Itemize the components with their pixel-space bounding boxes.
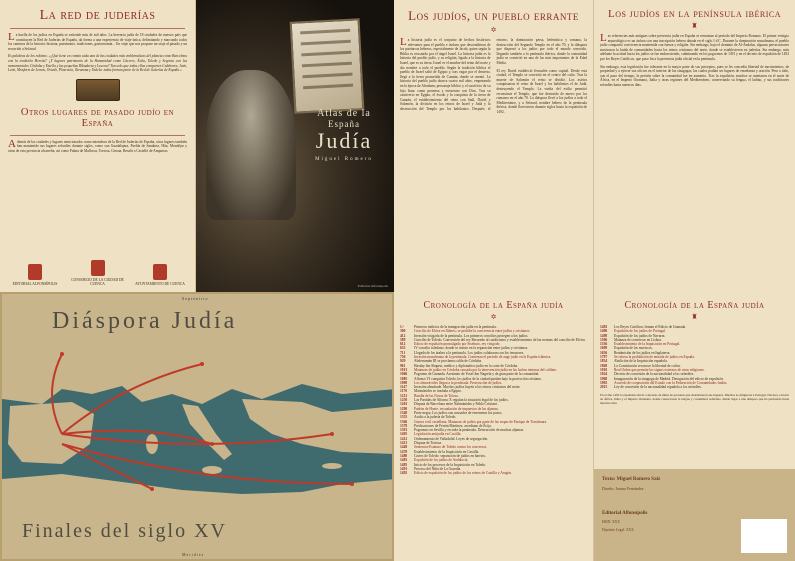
design-credit: Diseño: Juanra Fernández — [602, 486, 644, 491]
chronology-year: 1405 — [400, 432, 408, 437]
chronology-year: 1355 — [400, 415, 408, 420]
chronology-year: 1013 — [400, 367, 408, 372]
chronology-event: Primeros indicios de la inmigración judía en la península. — [414, 325, 497, 329]
chronology-year: 1491 — [400, 466, 408, 471]
chronology-event: La Constitución reconoce la libertad de cultos. — [614, 363, 681, 368]
chronology-year: 1366 — [400, 419, 408, 424]
diaspora-map — [0, 292, 394, 561]
hebrew-inscription-image — [290, 18, 365, 114]
section-text: Además de las ciudades y lugares mencionados como miembros de la Red de Juderías de España, otros lugares también han mantenido sus lugares sefardíes durante siglos, como son Guadalajara, Puebla de Sanabria, Hita, Mondéjar y otras de esta provincia alcarreña, así como Palma de Mallorca, Tortosa, Girona, Besalú o Castelló de Ampurias. — [8, 137, 187, 153]
chronology-event: Matanza de conversos en Lisboa. — [614, 337, 662, 342]
chronology-event: Disputa de Barcelona entre Nahmánides y Pablo Cristiani. — [414, 402, 498, 407]
chronology-year: 2015 — [600, 385, 608, 390]
chronology-event: Abolición de la Inquisición española. — [614, 359, 668, 364]
panel-red-juderias — [0, 0, 196, 292]
chronology-event: Maimónides se traslada a Egipto. — [414, 389, 462, 394]
chronology-list — [600, 325, 789, 389]
chronology-event: Pogromos en Sevilla y en toda la península. Destrucción de muchas aljamas. — [414, 428, 525, 433]
legal-deposit: Depósito Legal: XXX — [602, 528, 634, 532]
chronology-year: 1506 — [600, 337, 608, 342]
island — [146, 434, 158, 454]
north-label: Septentrio — [182, 296, 209, 301]
city-marker — [150, 487, 154, 491]
chronology-year: 1378 — [400, 423, 408, 428]
chronology-event: Se reitera la prohibición de entrada de judíos en España. — [614, 355, 695, 360]
menorah-icon: ✡ — [490, 313, 497, 321]
chronology-event: Los almorávides llegan a la península. Persecución de judíos. — [414, 380, 503, 385]
chronology-year: 1085 — [400, 376, 408, 381]
chronology-event: Acuerdo de cooperación del Estado con la Federación de Comunidades Judías. — [614, 380, 728, 385]
book-cover — [196, 0, 394, 292]
map-title: Diáspora Judía — [52, 308, 238, 334]
cover-title — [296, 108, 392, 162]
cover-line1: Atlas de la — [317, 108, 371, 119]
barcode-area — [741, 519, 787, 553]
panel-cronologia-2 — [594, 292, 795, 561]
chronology-event: Abderramán III se proclama califa de Córdoba. — [414, 359, 482, 364]
logo-ayuntamiento — [131, 264, 189, 286]
south-label: Meridies — [182, 552, 205, 557]
island — [322, 463, 342, 469]
panel-title: Los judíos en la península ibérica — [607, 8, 782, 20]
credits-box — [594, 469, 795, 561]
castle-icon: ♜ — [691, 313, 698, 321]
chronology-year: 1492 — [600, 325, 608, 329]
city-marker — [330, 432, 334, 436]
chronology-year: 612 — [400, 342, 406, 347]
chronology-event: Invasión almohade. Muchos judíos huyen a los reinos cristianos del norte. — [414, 385, 521, 390]
chronology-year: 300 — [400, 329, 406, 334]
chronology-year: 1449 — [400, 445, 408, 450]
chronology-event: Proceso del Niño de La Guardia. — [414, 466, 462, 471]
panel-peninsula-iberica — [594, 0, 795, 292]
chronology-event: Readmisión de los judíos en Inglaterra. — [614, 350, 671, 355]
chronology-year: 1498 — [600, 333, 608, 338]
chronology-event: Inauguración de la sinagoga de Madrid. Derogación del edicto de expulsión. — [614, 376, 724, 381]
chronology-year: 1412 — [400, 436, 408, 441]
chronology-year: 1834 — [600, 359, 608, 364]
body-text-2: El rey David estableció Jerusalén como capital. Desde esta ciudad, el Templo se convirtió en el centro del culto. Tras la muerte de Salomón el reino se dividió. Los asirios conquistaron el reino de Israel y los babilonios el de Judá, destruyendo el Templo. La vuelta del exilio permitió reconstruir el Templo, que fue destruido de nuevo por los romanos en el año 70. La diáspora llevó a los judíos a todo el Mediterráneo, y a Sefarad, nombre hebreo de la península ibérica, donde florecieron durante siglos hasta la expulsión de 1492. — [496, 68, 587, 114]
chronology-event: Concilio de Elvira en Iliberis; se prohíbe la convivencia entre judíos y cristianos. — [414, 329, 531, 334]
chronology-note: En el año 1492 la expulsión afectó a decenas de miles de personas que abandonaron sus hogares. Muchos se dirigieron a Portugal, Navarra, el norte de África, Italia y el Imperio Otomano, donde conservaron la lengua y costumbres sefardíes, dando lugar a una diáspora que ha perdurado hasta nuestros días. — [600, 393, 789, 406]
chronology-event: Edicto de expulsión de los judíos de los reinos de Castilla y Aragón. — [414, 471, 512, 476]
cover-author: Miguel Romero — [315, 157, 373, 162]
chronology-event: Guerra civil castellana. Matanzas de judíos por parte de las tropas de Enrique de Trastámara. — [414, 419, 548, 424]
panel-title: Cronología de la España judía — [423, 300, 564, 311]
chronology-event: Establecimiento de la Inquisición en Portugal. — [614, 342, 681, 347]
chronology-event: Expulsión de los judíos de Andalucía. — [414, 458, 469, 463]
chronology-year: 589 — [400, 337, 406, 342]
chronology-event: Padrón de Huete, recaudación de impuestos de las aljamas. — [414, 406, 499, 411]
chronology-year: 1263 — [400, 402, 408, 407]
chronology-event: Predicaciones de Ferrán Martínez, arcediano de Écija. — [414, 423, 492, 428]
chronology-event: Disputa de Tortosa. — [414, 441, 442, 446]
chronology-event: Invasión visigoda de la península. Los primeros concilios protegen a los judíos. — [414, 333, 529, 338]
chronology-row — [400, 471, 587, 475]
chronology-event: Edicto de expulsión promulgado por Sisebuto, rey visigodo. — [414, 342, 501, 347]
chronology-year: 1536 — [600, 342, 608, 347]
menorah-emblem-icon — [76, 79, 120, 101]
chronology-year: 711 — [400, 350, 406, 355]
tower-logo-icon — [28, 264, 42, 280]
chronology-year: 1992 — [600, 380, 608, 385]
chronology-event: Sentencia-Estatuto de Toledo contra los conversos. — [414, 445, 488, 450]
text-credit: Texto: Miguel Romero Saiz — [602, 477, 661, 482]
section-title: Otros lugares de pasado judío en España — [20, 106, 175, 129]
chronology-event: Alfonso VI conquista Toledo, los judíos de la ciudad quedan bajo la protección cristiana. — [414, 376, 542, 381]
city-marker — [200, 362, 204, 366]
chronology-row — [600, 385, 789, 389]
chronology-year: 1492 — [400, 471, 408, 476]
chronology-event: Los Reyes Católicos firman el Edicto de Granada. — [614, 325, 687, 329]
cover-line3: Judía — [315, 128, 373, 153]
intro-text: La huella de los judíos en España se extiende más de mil años. La herencia judía de 18 ciudades de nuestro país que constituyen la Red de Juderías de España, da forma a una experiencia de viaje única, delimitando y marcando todos los caminos de la historia: historia, patrimonio, tradiciones, gastronomía... Un viaje que nos propone un viaje al pasado y un recorrido a Sefarad. — [8, 31, 187, 51]
chronology-year: 1413 — [400, 441, 408, 446]
logo-alfonsipolis — [6, 264, 64, 286]
logo-label: CONSORCIO DE LA CIUDAD DE CUENCA — [71, 278, 124, 286]
cover-line2: España — [328, 119, 360, 129]
panel-cronologia-1 — [394, 292, 594, 561]
chronology-event: Matanzas de judíos en Córdoba causada por la intervención judía en las luchas internas del califato. — [414, 367, 558, 372]
chronology-event: Decreto de concesión de la nacionalidad a los sefardíes. — [614, 372, 695, 377]
chronology-year: 633 — [400, 346, 406, 351]
chronology-event: Expulsión de los judíos de Navarra. — [614, 333, 666, 338]
two-column-text — [400, 38, 587, 115]
divider — [10, 28, 185, 29]
chronology-event: Peste negra. Los judíos son acusados de envenenar los pozos. — [414, 410, 503, 415]
chronology-list — [400, 325, 587, 475]
chronology-year: 1924 — [600, 372, 608, 377]
chronology-year: 1170 — [400, 389, 407, 394]
map-subtitle: Finales del siglo XV — [22, 520, 227, 542]
panel-title: Los judíos, un pueblo errante — [408, 8, 579, 23]
sponsor-logos — [6, 260, 189, 286]
chronology-event: Cortes de Toledo: separación de judíos en barrios. — [414, 453, 486, 458]
island — [202, 466, 222, 474]
divider — [10, 135, 185, 136]
chronology-year: 1147 — [400, 385, 407, 390]
body-text: Las referencias más antiguas sobre presencia judía en España se remontan al período del Imperio Romano. El primer vestigio arqueológico es un ánfora con una inscripción hebrea datada en el siglo I d.C. Durante la dominación musulmana, el pueblo judío compartió convivencia mantenida con fuerza y religión. Sin embargo, bajo el dominio de Al-Ándalus, algunas persecuciones motivaron la huida de comunidades hacia los reinos cristianos del norte, donde se establecieron en juderías. Sin embargo, más adelante la actitud hacia los judíos se fue endureciendo, culminando en los pogromos de 1391 y en el decreto de expulsión de 1492 por los Reyes Católicos, que puso fin a la presencia judía oficial en la península. — [600, 32, 789, 61]
chronology-year: 1391 — [400, 428, 408, 433]
chronology-year: 1496 — [600, 329, 608, 334]
city-marker — [210, 442, 214, 446]
chronology-event: IV concilio toledano: donde se insiste en la separación entre judíos y cristianos. — [414, 346, 529, 351]
chronology-year: 1656 — [600, 350, 608, 355]
logo-consorcio — [69, 260, 127, 286]
cover-credit: Editorial Alfonsípolis — [357, 284, 388, 288]
menorah-icon: ✡ — [490, 26, 497, 34]
shield-logo-icon — [153, 264, 167, 280]
publisher-name: Editorial Alfonsípolis — [602, 511, 648, 516]
chronology-year: 1290 — [400, 406, 408, 411]
chronology-year: 1090 — [400, 380, 408, 385]
chronology-event: Expulsión de los moriscos. — [614, 346, 653, 351]
castle-icon: ♜ — [691, 22, 698, 30]
chronology-year: 1480 — [400, 453, 408, 458]
chronology-year: 1348 — [400, 410, 408, 415]
chronology-event: Batalla de las Navas de Tolosa. — [414, 393, 459, 398]
chronology-event: Asalto a la judería de Toledo. — [414, 415, 457, 420]
chronology-year: 1968 — [600, 376, 608, 381]
city-marker — [350, 482, 354, 486]
crest-logo-icon — [91, 260, 105, 276]
chronology-event: Legislación antijudía en Castilla. — [414, 432, 462, 437]
chronology-year: 1910 — [600, 367, 608, 372]
chronology-event: Inicio de los procesos de la Inquisición en Toledo. — [414, 462, 487, 467]
panel-title: La red de juderías — [39, 8, 156, 23]
body-text: La historia judía es el conjunto de hechos históricos relevantes para el pueblo e incluso que descendieron de los patriarcas hebreos, especialmente de Jacob, quien según la Biblia es rescatado por el ángel Israel. La historia judía es la historia del pueblo judío, y su religión, ligado a la historia de Israel, que es su tierra. Israel es el nombre del reino del norte y dio nombre a todo el pueblo. Según la tradición bíblica el pueblo de Israel salió de Egipto y, tras vagar por el desierto, llegó a la tierra prometida de Canaán, donde se asentó. La historia del pueblo judío abarca cuatro mil años, empezando en la época de Abraham, personaje bíblico y el sacrificio de su hijo Isaac como promesa y encuentro con Dios. Tras su cautiverio en Egipto, el éxodo y la conquista de la tierra de Canaán, el establecimiento del reino con Saúl, David y Salomón, la división en los reinos de Israel y Judá y la destrucción del Templo por los babilonios. Después, el retorno, la dominación persa, helenística y romana, la destrucción del Segundo Templo en el año 70, y la diáspora que dispersó a los judíos por todo el mundo conocido, llegando también a la península ibérica, donde la comunidad judía se convirtió en una de las más importantes de la Edad Media. — [400, 36, 587, 111]
chronology-year: 1483 — [400, 458, 408, 463]
logo-label: AYUNTAMIENTO DE CUENCA — [135, 282, 185, 286]
chronology-year: 1250 — [400, 398, 408, 403]
chronology-year: 412 — [400, 333, 406, 338]
chronology-year: 1609 — [600, 346, 608, 351]
quote-text: Es palabras de los rabinos: «¿Qué tiene en común cada una de las ciudades más emblemáticas del planeta como Barcelona con la tradición Hervás? ¿Y lugares patrimonio de la Humanidad como Cáceres, Ávila, Toledo y Segovia con las monumentales Córdoba y Estella y las pequeñas Ribadavia y Lucena? Tan solo que todas ellas comparten Calahorra, Jaén, León, Monforte de Lemos, Oviedo, Plasencia, Tarazona y Tudela: todas forman parte de la Red de Juderías de España.» — [8, 54, 187, 73]
chronology-event: Ordenamiento de Valladolid. Leyes de segregación. — [414, 436, 489, 441]
panel-title: Cronología de la España judía — [624, 300, 765, 311]
chronology-year: 1066 — [400, 372, 408, 377]
body-text-2: Sin embargo, esta legislación fue tolerante en la mayor parte de sus preceptos, pues se les concedía libertad de movimientos, de propiedad y a ejercer sus oficios en el interior de las sinagogas, las cuales podían ser lugares de enseñanza y oración. Pese a todo, con el paso del tiempo, la presión sobre la comunidad fue en aumento. Tras la expulsión, muchos se asentaron en el norte de África, en el Imperio Otomano, Italia y otras regiones del Mediterráneo, conservando su lengua, el ladino, y sus tradiciones sefardíes hasta nuestros días. — [600, 64, 789, 87]
chronology-year: 929 — [400, 359, 406, 364]
chronology-event: Concilio de Toledo. Conversión del rey Recaredo al catolicismo y establecimiento de las normas del concilio de Elvira. — [414, 337, 586, 342]
chronology-event: Invasión musulmana de la península. Comienza el período de auge judío en la España islámica. — [414, 355, 552, 360]
chronology-event: Ley de concesión de la nacionalidad española a los sefardíes. — [614, 385, 702, 390]
chronology-year: 1.ª — [400, 325, 404, 329]
chronology-year: 1869 — [600, 363, 608, 368]
chronology-year: 1485 — [400, 462, 408, 467]
chronology-event: Pogromo de Granada. Asesinato de Yosef ibn Nagrela y de gran parte de la comunidad. — [414, 372, 540, 377]
chronology-event: Llegada de los árabes a la península. Los judíos colaboran con los invasores. — [414, 350, 525, 355]
chronology-event: Hasday ibn Shaprut, médico y diplomático judío en la corte de Córdoba. — [414, 363, 519, 368]
praying-figure-image — [206, 70, 296, 220]
city-marker — [60, 352, 64, 356]
chronology-event: Real Orden que permite los signos externos de otras religiones. — [614, 367, 705, 372]
chronology-event: Las Partidas de Alfonso X regulan la situación legal de los judíos. — [414, 398, 509, 403]
chronology-year: 756 — [400, 355, 406, 360]
logo-label: EDITORIAL ALFONSÍPOLIS — [12, 282, 58, 286]
chronology-event: Expulsión de los judíos de Portugal. — [614, 329, 666, 334]
chronology-year: 1212 — [400, 393, 408, 398]
isbn: ISBN: XXX — [602, 520, 620, 524]
chronology-year: 1797 — [600, 355, 608, 360]
panel-pueblo-errante — [394, 0, 594, 292]
chronology-year: 1478 — [400, 449, 408, 454]
chronology-year: 961 — [400, 363, 406, 368]
chronology-event: Establecimiento de la Inquisición en Castilla. — [414, 449, 480, 454]
